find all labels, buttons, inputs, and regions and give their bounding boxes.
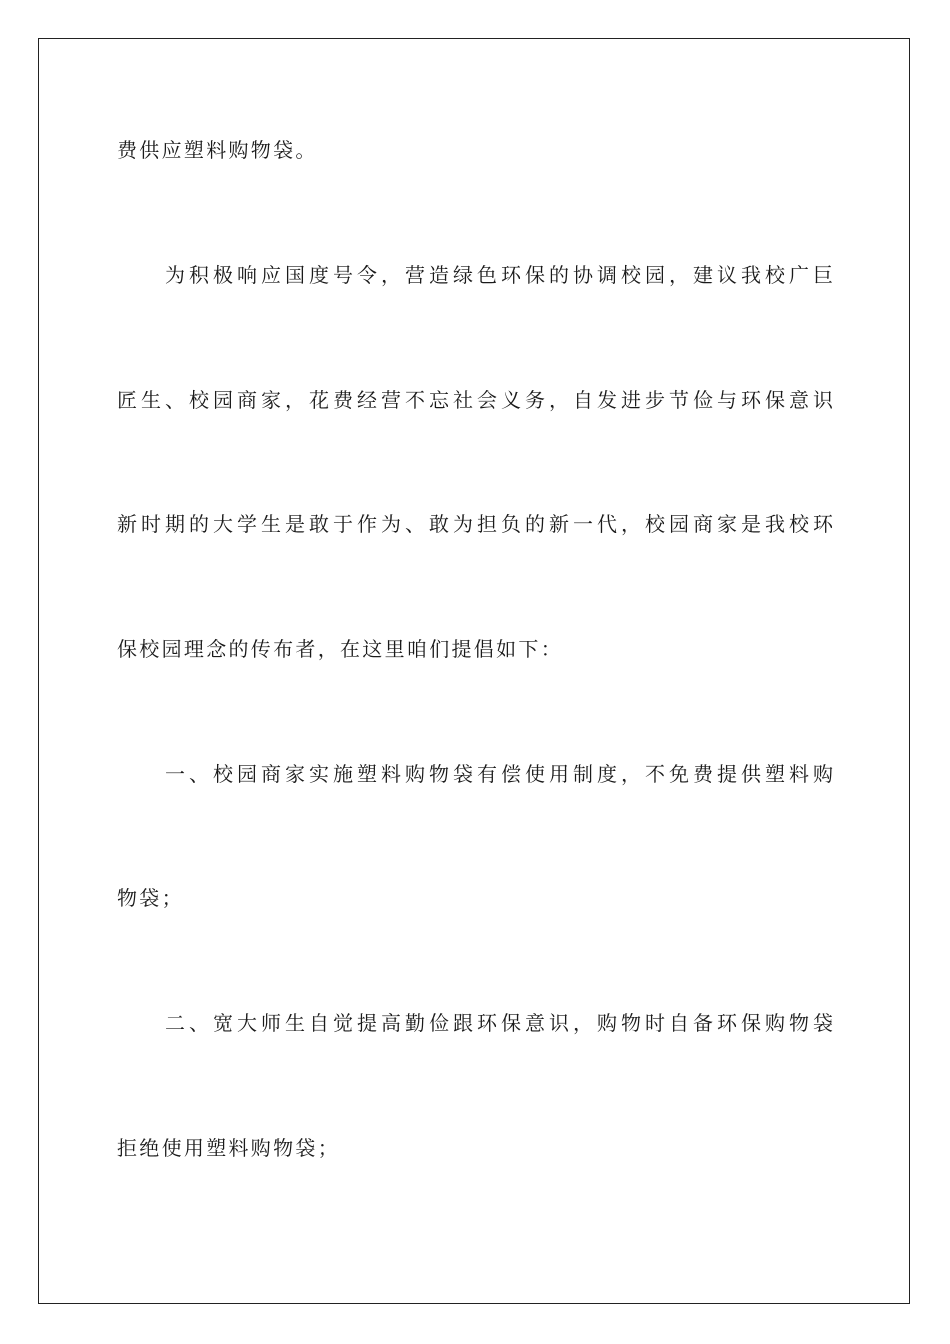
text-line-2: 为积极响应国度号令，营造绿色环保的协调校园，建议我校广巨	[165, 263, 833, 287]
text-line-4: 新时期的大学生是敢于作为、敢为担负的新一代，校园商家是我校环	[117, 512, 833, 536]
text-line-3: 匠生、校园商家，花费经营不忘社会义务，自发进步节俭与环保意识	[117, 388, 833, 412]
text-line-5: 保校园理念的传布者，在这里咱们提倡如下：	[117, 637, 563, 661]
text-line-9: 拒绝使用塑料购物袋；	[117, 1136, 340, 1160]
text-line-1: 费供应塑料购物袋。	[117, 138, 318, 162]
text-line-6: 一、校园商家实施塑料购物袋有偿使用制度，不免费提供塑料购	[165, 762, 833, 786]
text-line-7: 物袋；	[117, 886, 184, 910]
text-line-8: 二、宽大师生自觉提高勤俭跟环保意识，购物时自备环保购物袋	[165, 1011, 833, 1035]
page-border	[38, 38, 910, 1304]
